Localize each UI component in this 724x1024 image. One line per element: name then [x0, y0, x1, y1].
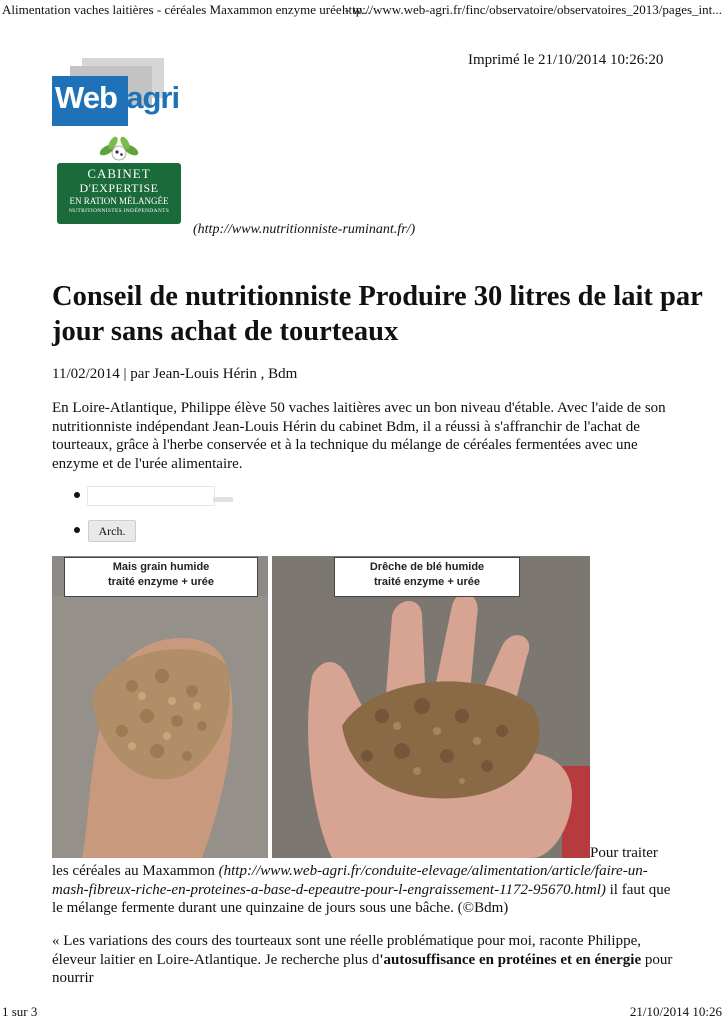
article-lead: En Loire-Atlantique, Philippe élève 50 vaches laitières avec un bon niveau d'étable. Avec l'aide de son nutritionniste indépendant Jean-Louis Hérin du cabinet Bdm, il a réussi à s'affranchir de l'achat de tourteaux, grâce à l'herbe conservée et à la technique du mélange de céréales fermentées avec une enzyme et de l'urée alimentaire.: [52, 400, 666, 472]
photo-caption-right: Drêche de blé humide traité enzyme + urée: [334, 557, 520, 597]
badge-line-3: EN RATION MÉLANGÉE: [69, 196, 169, 206]
page-number: 1 sur 3: [2, 1004, 38, 1019]
print-datetime: 21/10/2014 10:26: [629, 1004, 722, 1019]
logo-text-agri: -agri: [116, 80, 180, 115]
article-meta: 11/02/2014 | par Jean-Louis Hérin , Bdm: [52, 366, 298, 382]
hand-grain-image: [272, 556, 590, 858]
web-agri-logo[interactable]: [52, 58, 188, 128]
hand-maize-image: [52, 556, 268, 858]
logo-text-web: Web: [55, 80, 117, 115]
search-button[interactable]: [213, 497, 233, 502]
print-page-url: http://www.web-agri.fr/finc/observatoire/observatoires_2013/pages_int...: [341, 2, 722, 17]
quote-paragraph: « Les variations des cours des tourteaux sont une réelle problématique pour moi, raconte Philippe, éleveur laitier en Loire-Atlantique. Je recherche plus d'autosuffisance en protéines et en énergie pour nourrir: [52, 933, 673, 986]
caption-paragraph: les céréales au Maxammon (http://www.web-agri.fr/conduite-elevage/alimentation/article/faire-un-mash-fibreux-riche-en-proteines-a-base-d-epeautre-pour-l-engraissement-1172-95670.html) il faut que le mélange fermente durant une quinzaine de jours sous une bâche. (©Bdm): [52, 863, 671, 916]
bullet: [74, 527, 80, 533]
nutritionniste-link[interactable]: (http://www.nutritionniste-ruminant.fr/): [193, 222, 416, 237]
leaf-cow-icon: [99, 136, 139, 164]
photo-dreche-ble: [272, 556, 590, 858]
maxammon-link[interactable]: (http://www.web-agri.fr/conduite-elevage/alimentation/article/faire-un-mash-fibreux-riche-en-proteines-a-base-d-epeautre-pour-l-engraissement-1172-95670.html): [52, 863, 648, 898]
search-input[interactable]: [87, 486, 215, 506]
cabinet-expertise-logo[interactable]: [57, 136, 181, 226]
bullet: [74, 492, 80, 498]
archive-button[interactable]: Arch.: [88, 520, 136, 542]
badge-line-1: CABINET: [87, 166, 151, 181]
caption-text-start: Pour traiter: [590, 845, 658, 861]
quote-bold: 'autosuffisance en protéines et en énergie: [379, 951, 642, 968]
printed-date: Imprimé le 21/10/2014 10:26:20: [468, 52, 664, 68]
photo-caption-left: Mais grain humide traité enzyme + urée: [64, 557, 258, 597]
article-title: Conseil de nutritionniste Produire 30 litres de lait par jour sans achat de tourteaux: [52, 281, 703, 347]
badge-line-2: D'EXPERTISE: [79, 181, 159, 195]
badge-line-4: NUTRITIONNISTES INDÉPENDANTS: [68, 208, 170, 214]
photo-mais-grain: [52, 556, 268, 858]
print-page-title: Alimentation vaches laitières - céréales Maxammon enzyme urée - w...: [2, 2, 371, 17]
